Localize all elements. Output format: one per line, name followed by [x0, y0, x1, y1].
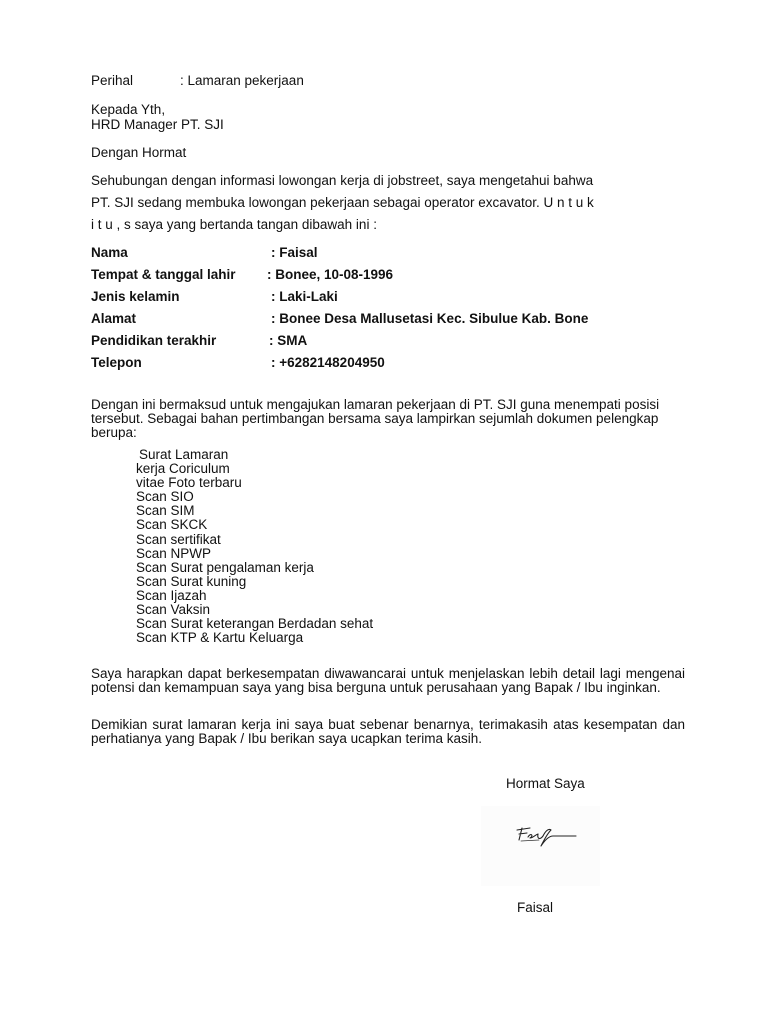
list-item: Scan KTP & Kartu Keluarga: [136, 630, 304, 646]
intro-line-3: i t u , s saya yang bertanda tangan dibawah ini :: [91, 217, 377, 232]
identity-label: Alamat: [91, 311, 137, 326]
attachment-list: [136, 448, 373, 645]
list-item: Scan Surat keterangan Berdadan sehat: [136, 616, 374, 632]
list-item: Scan Ijazah: [136, 587, 207, 603]
identity-value: : Bonee Desa Mallusetasi Kec. Sibulue Kab. Bone: [271, 311, 589, 326]
identity-value: : Faisal: [271, 245, 318, 260]
list-item: Scan SKCK: [136, 517, 208, 533]
identity-label: Nama: [91, 245, 128, 260]
list-item: Scan Surat pengalaman kerja: [136, 559, 314, 575]
identity-label: Jenis kelamin: [91, 289, 180, 304]
identity-value: : Laki-Laki: [271, 289, 338, 304]
identity-label: Telepon: [91, 355, 142, 370]
list-item: vitae Foto terbaru: [136, 475, 242, 491]
list-item: Scan sertifikat: [136, 531, 221, 547]
intro-line-2: PT. SJI sedang membuka lowongan pekerjaan sebagai operator excavator. U n t u k: [91, 195, 594, 210]
list-item: Surat Lamaran: [139, 447, 229, 462]
signature-area: [481, 806, 600, 886]
intro-line-1: Sehubungan dengan informasi lowongan kerja di jobstreet, saya mengetahui bahwa: [91, 173, 594, 188]
signer-name: Faisal: [517, 900, 554, 915]
identity-label: Pendidikan terakhir: [91, 333, 217, 348]
signature-image: [481, 806, 600, 886]
identity-value: : SMA: [269, 333, 308, 348]
list-item: Scan Vaksin: [136, 602, 211, 618]
perihal-value: : Lamaran pekerjaan: [180, 73, 304, 88]
hope-paragraph: Saya harapkan dapat berkesempatan diwawancarai untuk menjelaskan lebih detail lagi mengenai potensi dan kemampuan saya yang bisa berguna untuk perusahaan yang Bapak / Ibu inginkan.: [91, 666, 685, 695]
perihal-label: Perihal: [91, 73, 134, 88]
closing-paragraph: Demikian surat lamaran kerja ini saya buat sebenar benarnya, terimakasih atas kesempatan dan perhatianya yang Bapak / Ibu berikan saya ucapkan terima kasih.: [91, 717, 685, 746]
recipient-line: HRD Manager PT. SJI: [91, 117, 224, 132]
list-item: Scan SIM: [136, 503, 195, 519]
identity-label: Tempat & tanggal lahir: [91, 267, 236, 282]
sign-off: Hormat Saya: [506, 776, 585, 791]
list-item: kerja Coriculum: [136, 461, 230, 477]
purpose-paragraph: Dengan ini bermaksud untuk mengajukan lamaran pekerjaan di PT. SJI guna menempati posisi tersebut. Sebagai bahan pertimbangan bersama saya lampirkan sejumlah dokumen pelengkap berupa:: [91, 397, 660, 440]
identity-value: : +6282148204950: [271, 355, 385, 370]
list-item: Scan NPWP: [136, 545, 212, 561]
list-item: Scan SIO: [136, 489, 194, 505]
list-item: Scan Surat kuning: [136, 573, 247, 589]
identity-value: : Bonee, 10-08-1996: [267, 267, 394, 282]
greeting: Dengan Hormat: [91, 145, 187, 160]
kepada-line: Kepada Yth,: [91, 102, 166, 117]
